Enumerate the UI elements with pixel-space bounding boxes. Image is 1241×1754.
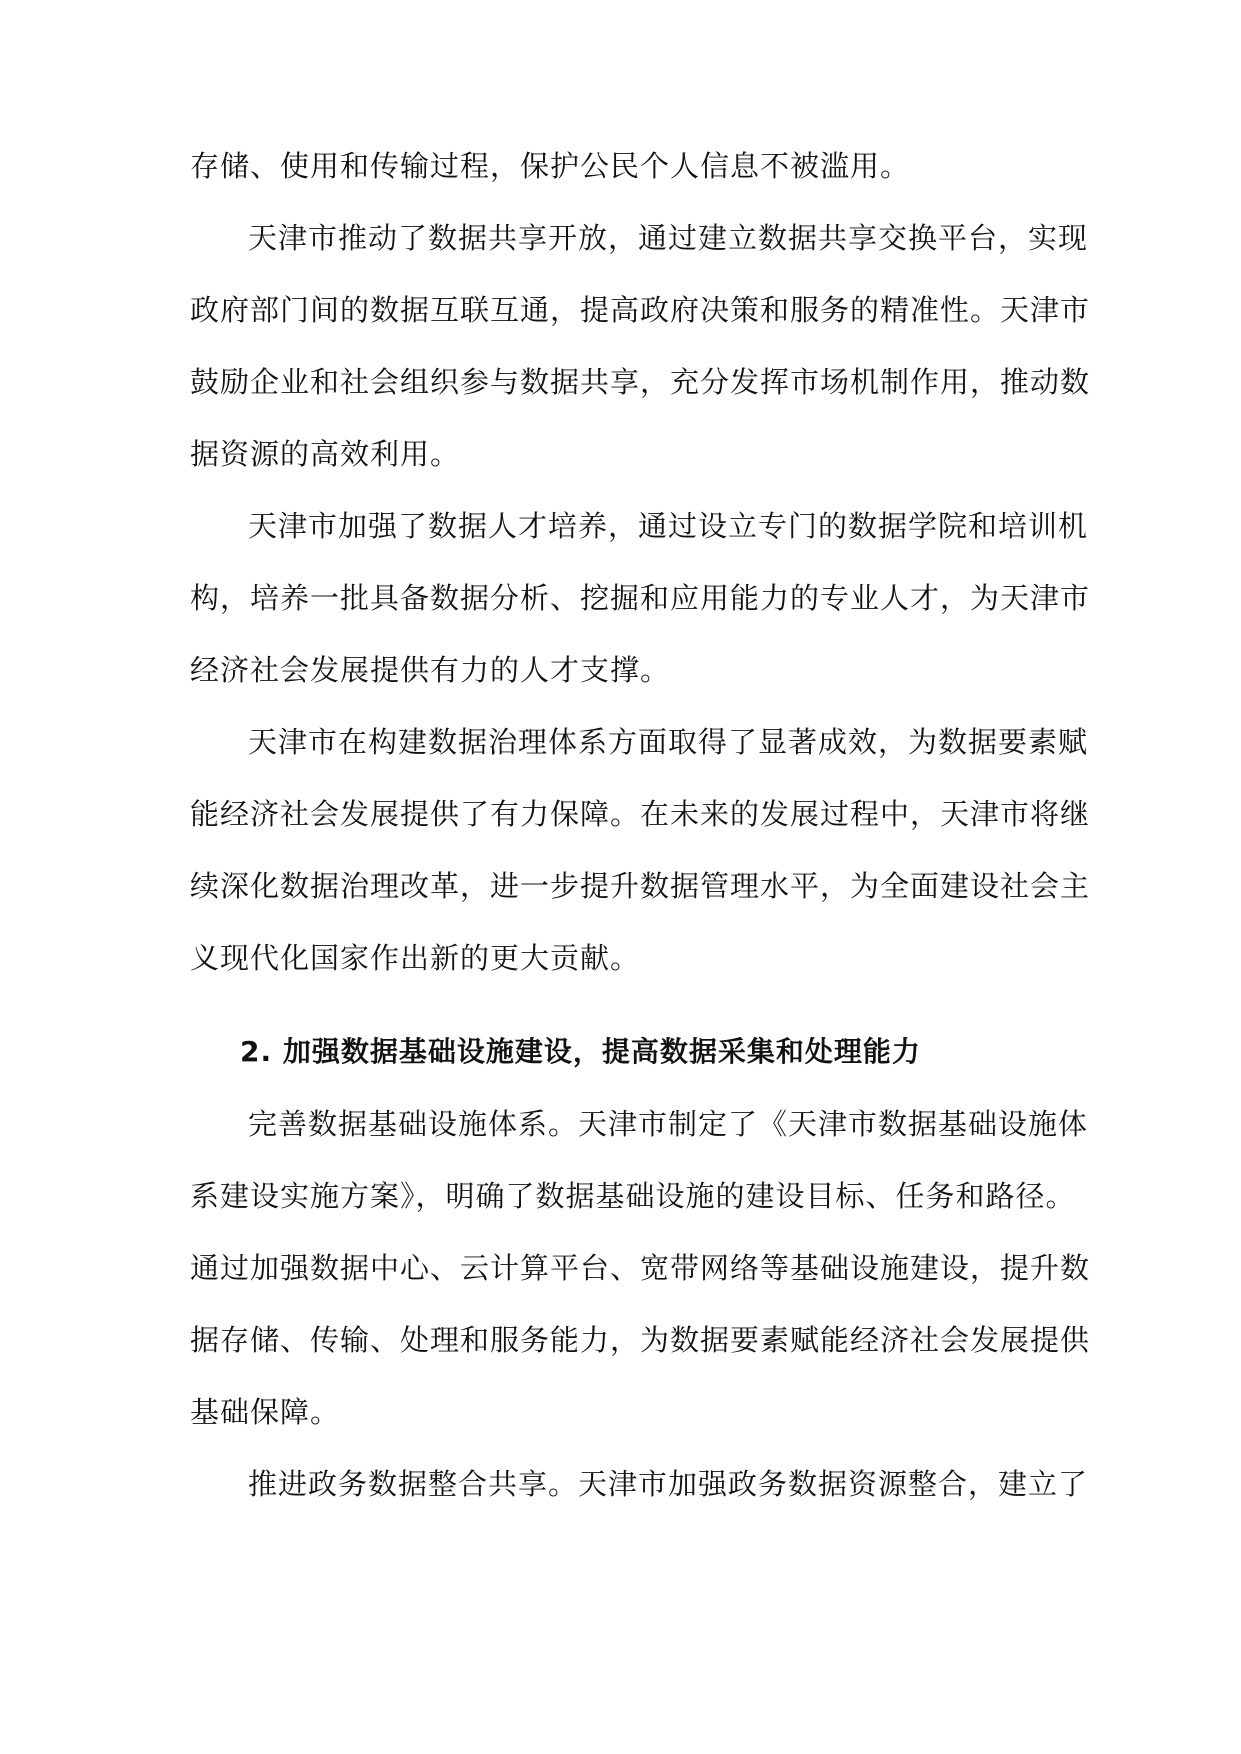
text-line: 完善数据基础设施体系。天津市制定了《天津市数据基础设施体	[248, 1107, 1089, 1141]
text-line: 据存储、传输、处理和服务能力，为数据要素赋能经济社会发展提供	[190, 1323, 1091, 1357]
text-line: 续深化数据治理改革，进一步提升数据管理水平，为全面建设社会主	[190, 869, 1091, 903]
text-line: 推进政务数据整合共享。天津市加强政务数据资源整合，建立了	[248, 1467, 1089, 1501]
text-line: 天津市在构建数据治理体系方面取得了显著成效，为数据要素赋	[248, 725, 1089, 759]
text-line: 据资源的高效利用。	[190, 437, 461, 471]
document-page	[190, 130, 1091, 1520]
paragraph-government-data	[190, 1448, 1089, 1520]
text-line: 系建设实施方案》，明确了数据基础设施的建设目标、任务和路径。	[190, 1179, 1076, 1213]
paragraph-infrastructure	[190, 1088, 1091, 1448]
text-line: 天津市推动了数据共享开放，通过建立数据共享交换平台，实现	[248, 221, 1089, 255]
paragraph-talent-training	[190, 490, 1091, 706]
text-line: 构，培养一批具备数据分析、挖掘和应用能力的专业人才，为天津市	[190, 581, 1091, 615]
text-line: 能经济社会发展提供了有力保障。在未来的发展过程中，天津市将继	[190, 797, 1091, 831]
text-line: 天津市加强了数据人才培养，通过设立专门的数据学院和培训机	[248, 509, 1089, 543]
text-line: 通过加强数据中心、云计算平台、宽带网络等基础设施建设，提升数	[190, 1251, 1091, 1285]
paragraph-data-sharing	[190, 202, 1091, 490]
text-line: 义现代化国家作出新的更大贡献。	[190, 941, 641, 975]
paragraph-continuation	[190, 130, 1060, 202]
text-line: 政府部门间的数据互联互通，提高政府决策和服务的精准性。天津市	[190, 293, 1091, 327]
text-line: 鼓励企业和社会组织参与数据共享，充分发挥市场机制作用，推动数	[190, 365, 1091, 399]
section-heading: 2. 加强数据基础设施建设，提高数据采集和处理能力	[240, 1035, 921, 1068]
text-line: 基础保障。	[190, 1395, 341, 1429]
text-line: 经济社会发展提供有力的人才支撑。	[190, 653, 671, 687]
text-line: 存储、使用和传输过程，保护公民个人信息不被滥用。	[190, 149, 911, 183]
paragraph-governance-results	[190, 706, 1091, 994]
